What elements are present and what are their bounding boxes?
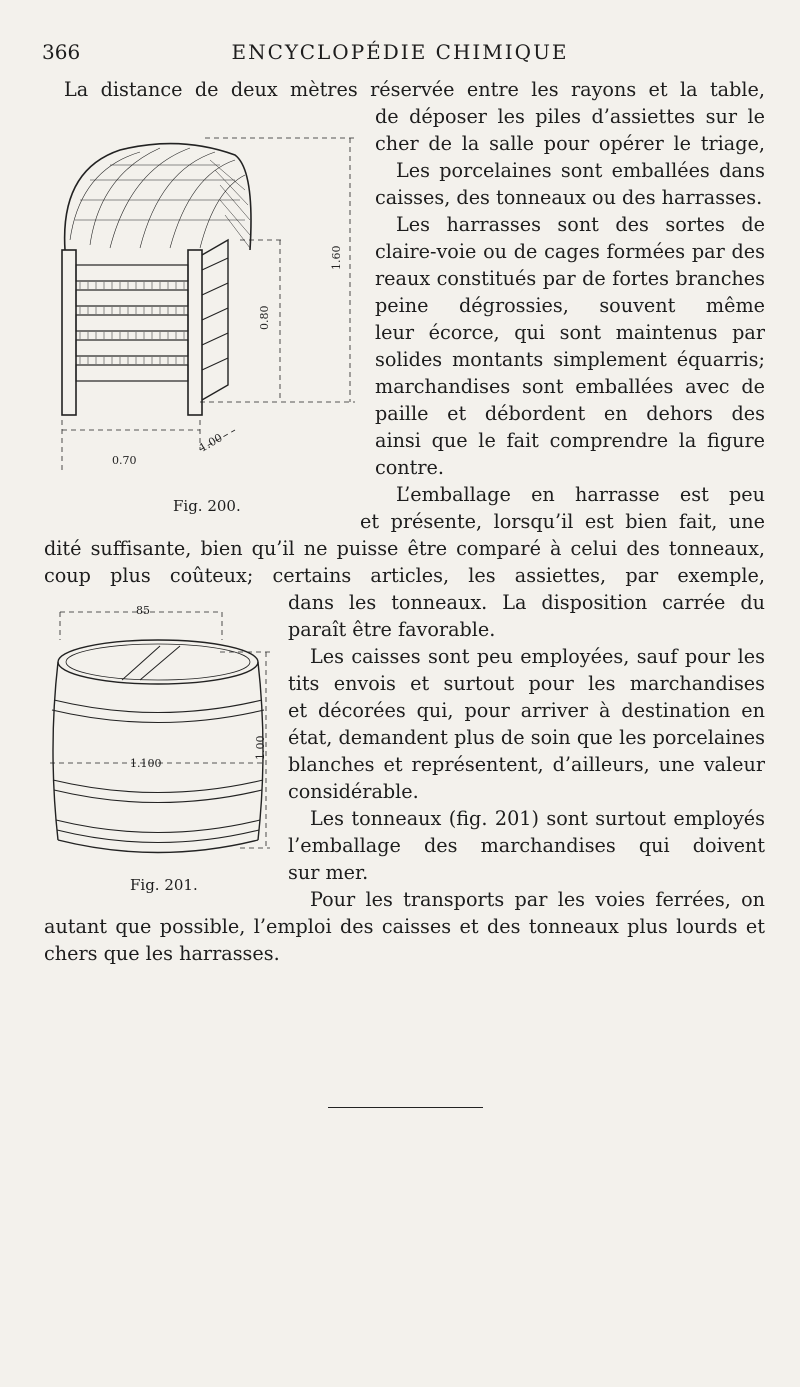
text-line: chers que les harrasses. <box>44 942 280 965</box>
text-line: marchandises sont emballées avec de <box>375 375 765 398</box>
figure-200-caption: Fig. 200. <box>173 497 241 515</box>
text-line: coup plus coûteux; certains articles, les assiettes, par exemple, <box>44 564 765 587</box>
text-line: dité suffisante, bien qu’il ne puisse être comparé à celui des tonneaux, <box>44 537 765 560</box>
end-rule <box>328 1107 483 1108</box>
text-line: Pour les transports par les voies ferrées, on <box>310 888 765 911</box>
text-line: l’emballage des marchandises qui doivent <box>288 834 765 857</box>
dim-height-total: 1.60 <box>330 245 343 270</box>
text-line: claire-voie ou de cages formées par des <box>375 240 765 263</box>
dim-width: 0.70 <box>112 454 137 467</box>
text-line: blanches et représentent, d’ailleurs, une valeur <box>288 753 765 776</box>
text-line: autant que possible, l’emploi des caisses et des tonneaux plus lourds et <box>44 915 765 938</box>
text-line: sur mer. <box>288 861 369 884</box>
text-line: ainsi que le fait comprendre la figure <box>375 429 765 452</box>
figure-200-harrasse <box>40 130 370 504</box>
figure-201-barrel <box>40 600 280 874</box>
text-line: paille et débordent en dehors des <box>375 402 765 425</box>
text-line: paraît être favorable. <box>288 618 496 641</box>
running-title: ENCYCLOPÉDIE CHIMIQUE <box>231 40 569 64</box>
text-line: peine dégrossies, souvent même <box>375 294 765 317</box>
text-line: L’emballage en harrasse est peu <box>396 483 765 506</box>
text-line: et décorées qui, pour arriver à destination en <box>288 699 765 722</box>
dim-height: 1.00 <box>254 735 267 760</box>
text-line: cher de la salle pour opérer le triage, <box>375 132 765 155</box>
text-line: considérable. <box>288 780 419 803</box>
barrel-illustration <box>40 600 280 870</box>
text-line: et présente, lorsqu’il est bien fait, une <box>360 510 765 533</box>
text-line: état, demandent plus de soin que les porcelaines <box>288 726 765 749</box>
dim-depth: 1.00 <box>197 431 225 455</box>
text-line: dans les tonneaux. La disposition carrée du <box>288 591 765 614</box>
text-line: tits envois et surtout pour les marchandises <box>288 672 765 695</box>
text-line: reaux constitués par de fortes branches <box>375 267 765 290</box>
dim-height-cage: 0.80 <box>258 305 271 330</box>
page-header <box>0 38 800 68</box>
text-line: Les harrasses sont des sortes de <box>396 213 765 236</box>
text-line: leur écorce, qui sont maintenus par <box>375 321 765 344</box>
page-number: 366 <box>42 40 81 64</box>
text-line: Les caisses sont peu employées, sauf pour les <box>310 645 765 668</box>
text-line: contre. <box>375 456 444 479</box>
text-line: Les tonneaux (fig. 201) sont surtout employés <box>310 807 765 830</box>
harrasse-illustration <box>40 130 370 500</box>
text-line: de déposer les piles d’assiettes sur le <box>375 105 765 128</box>
text-line: caisses, des tonneaux ou des harrasses. <box>375 186 763 209</box>
text-line: solides montants simplement équarris; <box>375 348 765 371</box>
dim-top: 85 <box>136 604 150 617</box>
figure-201-caption: Fig. 201. <box>130 876 198 894</box>
dim-width: 1.100 <box>130 757 162 770</box>
text-line: Les porcelaines sont emballées dans <box>396 159 765 182</box>
text-line: La distance de deux mètres réservée entre les rayons et la table, <box>64 78 765 101</box>
